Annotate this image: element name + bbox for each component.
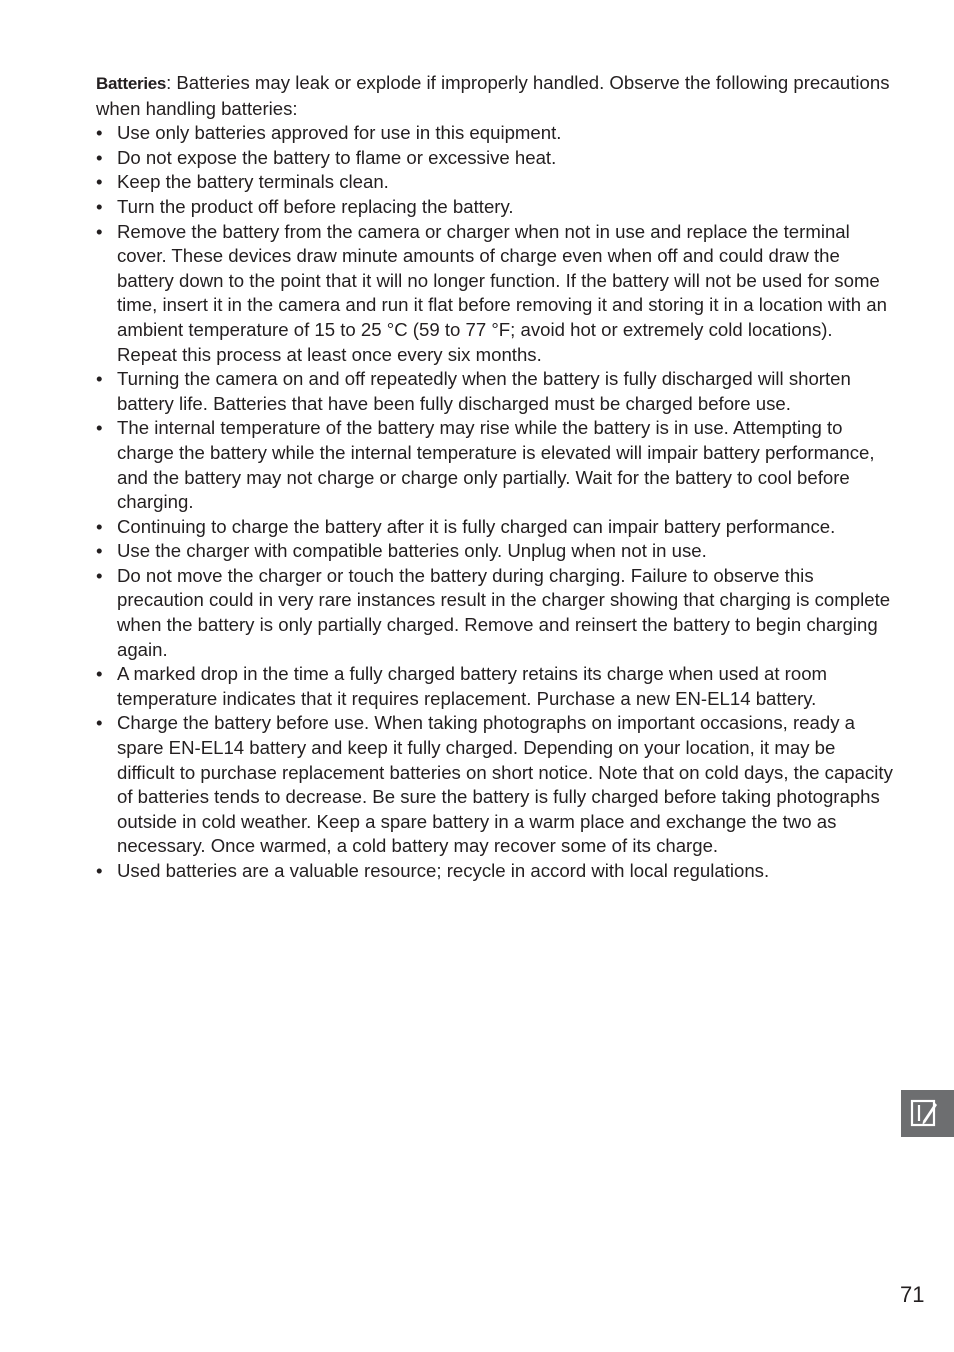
- bullet-icon: •: [96, 564, 103, 586]
- section-term: Batteries: [96, 74, 167, 93]
- list-item: [96, 367, 896, 416]
- section-tab: [901, 1090, 954, 1137]
- list-item-text: Charge the battery before use. When taking photographs on important occasions, ready a spare EN-EL14 battery and keep it fully charged. Depending on your location, it may be difficult to purchase replacement batteries on short notice. Note that on cold days, the capacity of batteries tends to decrease. Be sure the battery is fully charged before taking photographs outside in cold weather. Keep a spare battery in a warm place and exchange the two as necessary. Once warmed, a cold battery may recover some of its charge.: [117, 712, 893, 857]
- list-item-text: Keep the battery terminals clean.: [117, 171, 389, 193]
- list-item: [96, 859, 896, 884]
- list-item-text: A marked drop in the time a fully charged battery retains its charge when used at room temperature indicates that it requires replacement. Purchase a new EN-EL14 battery.: [117, 663, 828, 709]
- list-item: [96, 170, 896, 195]
- list-item: [96, 564, 896, 662]
- list-item-text: Do not expose the battery to flame or excessive heat.: [117, 146, 557, 168]
- bullet-icon: •: [96, 515, 103, 537]
- list-item-text: Turning the camera on and off repeatedly when the battery is fully discharged will shorten battery life. Batteries that have been fully discharged must be charged before use.: [117, 368, 851, 414]
- list-item-text: Continuing to charge the battery after it is fully charged can impair battery performance.: [117, 515, 836, 537]
- bullet-icon: •: [96, 860, 103, 881]
- notes-pencil-icon: [910, 1099, 938, 1127]
- list-item: [96, 146, 896, 171]
- bullet-icon: •: [96, 171, 103, 193]
- intro-text: : Batteries may leak or explode if improperly handled. Observe the following precautions when handling batteries:: [96, 72, 890, 119]
- list-item-text: Use the charger with compatible batteries only. Unplug when not in use.: [117, 540, 707, 562]
- list-item: [96, 539, 896, 564]
- bullet-icon: •: [96, 540, 103, 562]
- list-item-text: Turn the product off before replacing the battery.: [117, 195, 514, 217]
- bullet-icon: •: [96, 417, 103, 439]
- list-item: [96, 195, 896, 220]
- bullet-icon: •: [96, 220, 103, 242]
- bullet-icon: •: [96, 146, 103, 168]
- precautions-list: [96, 121, 896, 883]
- list-item-text: Use only batteries approved for use in this equipment.: [117, 122, 562, 144]
- list-item: [96, 711, 896, 859]
- bullet-icon: •: [96, 122, 103, 144]
- list-item-text: Used batteries are a valuable resource; recycle in accord with local regulations.: [117, 860, 770, 881]
- bullet-icon: •: [96, 368, 103, 390]
- list-item-text: Do not move the charger or touch the battery during charging. Failure to observe this precaution could in very rare instances result in the charger showing that charging is complete when the battery is only partially charged. Remove and reinsert the battery to begin charging again.: [117, 564, 891, 660]
- bullet-icon: •: [96, 663, 103, 685]
- list-item: [96, 416, 896, 514]
- intro-paragraph: [96, 71, 896, 121]
- page-number: 71: [900, 1282, 925, 1307]
- list-item-text: The internal temperature of the battery may rise while the battery is in use. Attempting to charge the battery while the internal temperature is elevated will impair battery performance, and the battery may not charge or charge only partially. Wait for the battery to cool before charging.: [117, 417, 875, 513]
- bullet-icon: •: [96, 712, 103, 734]
- bullet-icon: •: [96, 195, 103, 217]
- list-item: [96, 515, 896, 540]
- list-item: [96, 121, 896, 146]
- list-item: [96, 220, 896, 368]
- list-item-text: Remove the battery from the camera or charger when not in use and replace the terminal cover. These devices draw minute amounts of charge even when off and could draw the battery down to the point that it will no longer function. If the battery will not be used for some time, insert it in the camera and run it flat before removing it and storing it in a location with an ambient temperature of 15 to 25 °C (59 to 77 °F; avoid hot or extremely cold locations). Repeat this process at least once every six months.: [117, 220, 887, 365]
- page-content: [96, 71, 896, 884]
- list-item: [96, 662, 896, 711]
